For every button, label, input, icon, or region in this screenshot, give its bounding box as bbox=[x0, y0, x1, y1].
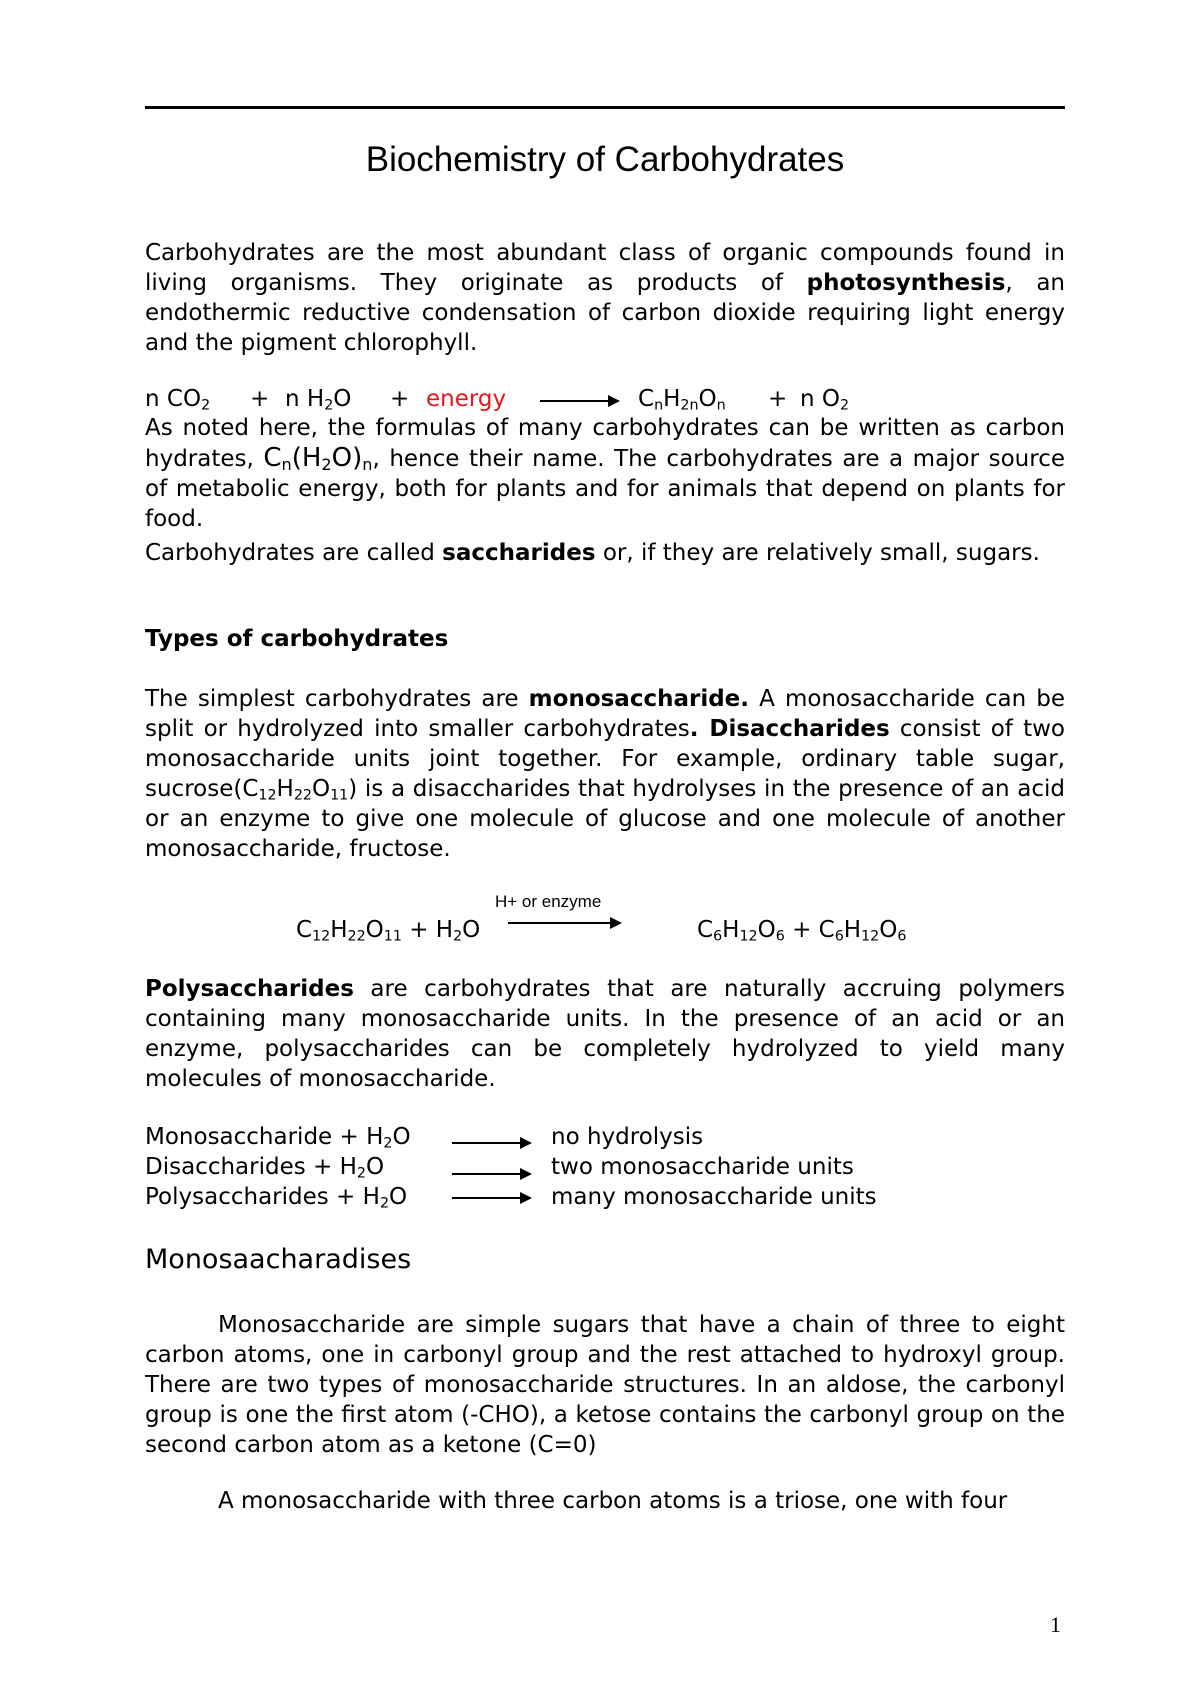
page-number: 1 bbox=[1050, 1612, 1061, 1637]
triose-paragraph: A monosaccharide with three carbon atoms is a triose, one with four bbox=[218, 1488, 1008, 1514]
monosaccharides-paragraph: Monosaccharide are simple sugars that have a chain of three to eight carbon atoms, one in carbonyl group and the rest attached to hydroxyl group. There are two types of monosaccharide structures. In an aldose, the carbonyl group is one the first atom (-CHO), a ketose contains the carbonyl group on the second carbon atom as a ketone (C=0) bbox=[145, 1312, 1065, 1458]
page-title: Biochemistry of Carbohydrates bbox=[365, 140, 845, 179]
formula-paragraph: As noted here, the formulas of many carbohydrates can be written as carbon hydrates, $C_n(H_2O)_n$, hence their name. The carbohydrates are a major source of metabolic energy, both for plants and for animals that depend on plants for food. bbox=[145, 415, 1065, 532]
reaction-arrow bbox=[452, 1197, 530, 1199]
monosaccharides-heading: Monosaacharadises bbox=[145, 1244, 412, 1275]
table-row-left: Disaccharides + $H_2O$ bbox=[145, 1154, 385, 1182]
types-heading: Types of carbohydrates bbox=[145, 626, 449, 652]
reaction-arrow bbox=[452, 1142, 530, 1144]
energy-label: energy bbox=[426, 386, 507, 412]
table-row-right: two monosaccharide units bbox=[551, 1154, 854, 1180]
reaction-arrow bbox=[508, 922, 620, 924]
polysaccharides-paragraph: Polysaccharides are carbohydrates that are naturally accruing polymers containing many monosaccharide units. In the presence of an acid or an enzyme, polysaccharides can be completely hydrolyzed to yield many molecules of monosaccharide. bbox=[145, 976, 1065, 1092]
saccharides-paragraph: Carbohydrates are called saccharides or, if they are relatively small, sugars. bbox=[145, 540, 1040, 566]
reaction-arrow bbox=[540, 400, 618, 402]
table-row-right: no hydrolysis bbox=[551, 1124, 704, 1150]
table-row-left: Polysaccharides + $H_2O$ bbox=[145, 1184, 408, 1212]
table-row-left: Monosaccharide + $H_2O$ bbox=[145, 1124, 411, 1152]
reaction-arrow bbox=[452, 1173, 530, 1175]
table-row-right: many monosaccharide units bbox=[551, 1184, 877, 1210]
top-rule bbox=[145, 106, 1065, 109]
reaction-condition: H+ or enzyme bbox=[495, 892, 602, 911]
simplest-paragraph: The simplest carbohydrates are monosaccharide. A monosaccharide can be split or hydrolyzed into smaller carbohydrates. Disaccharides consist of two monosaccharide units joint together. For example, ordinary table sugar, $sucrose(C_{12}H_{22}O_{11})$ is a disaccharides that hydrolyses in the presence of an acid or an enzyme to give one molecule of glucose and one molecule of another monosaccharide, fructose. bbox=[145, 686, 1065, 862]
intro-paragraph: Carbohydrates are the most abundant class of organic compounds found in living organisms. They originate as products of photosynthesis, an endothermic reductive condensation of carbon dioxide requiring light energy and the pigment chlorophyll. bbox=[145, 240, 1066, 356]
